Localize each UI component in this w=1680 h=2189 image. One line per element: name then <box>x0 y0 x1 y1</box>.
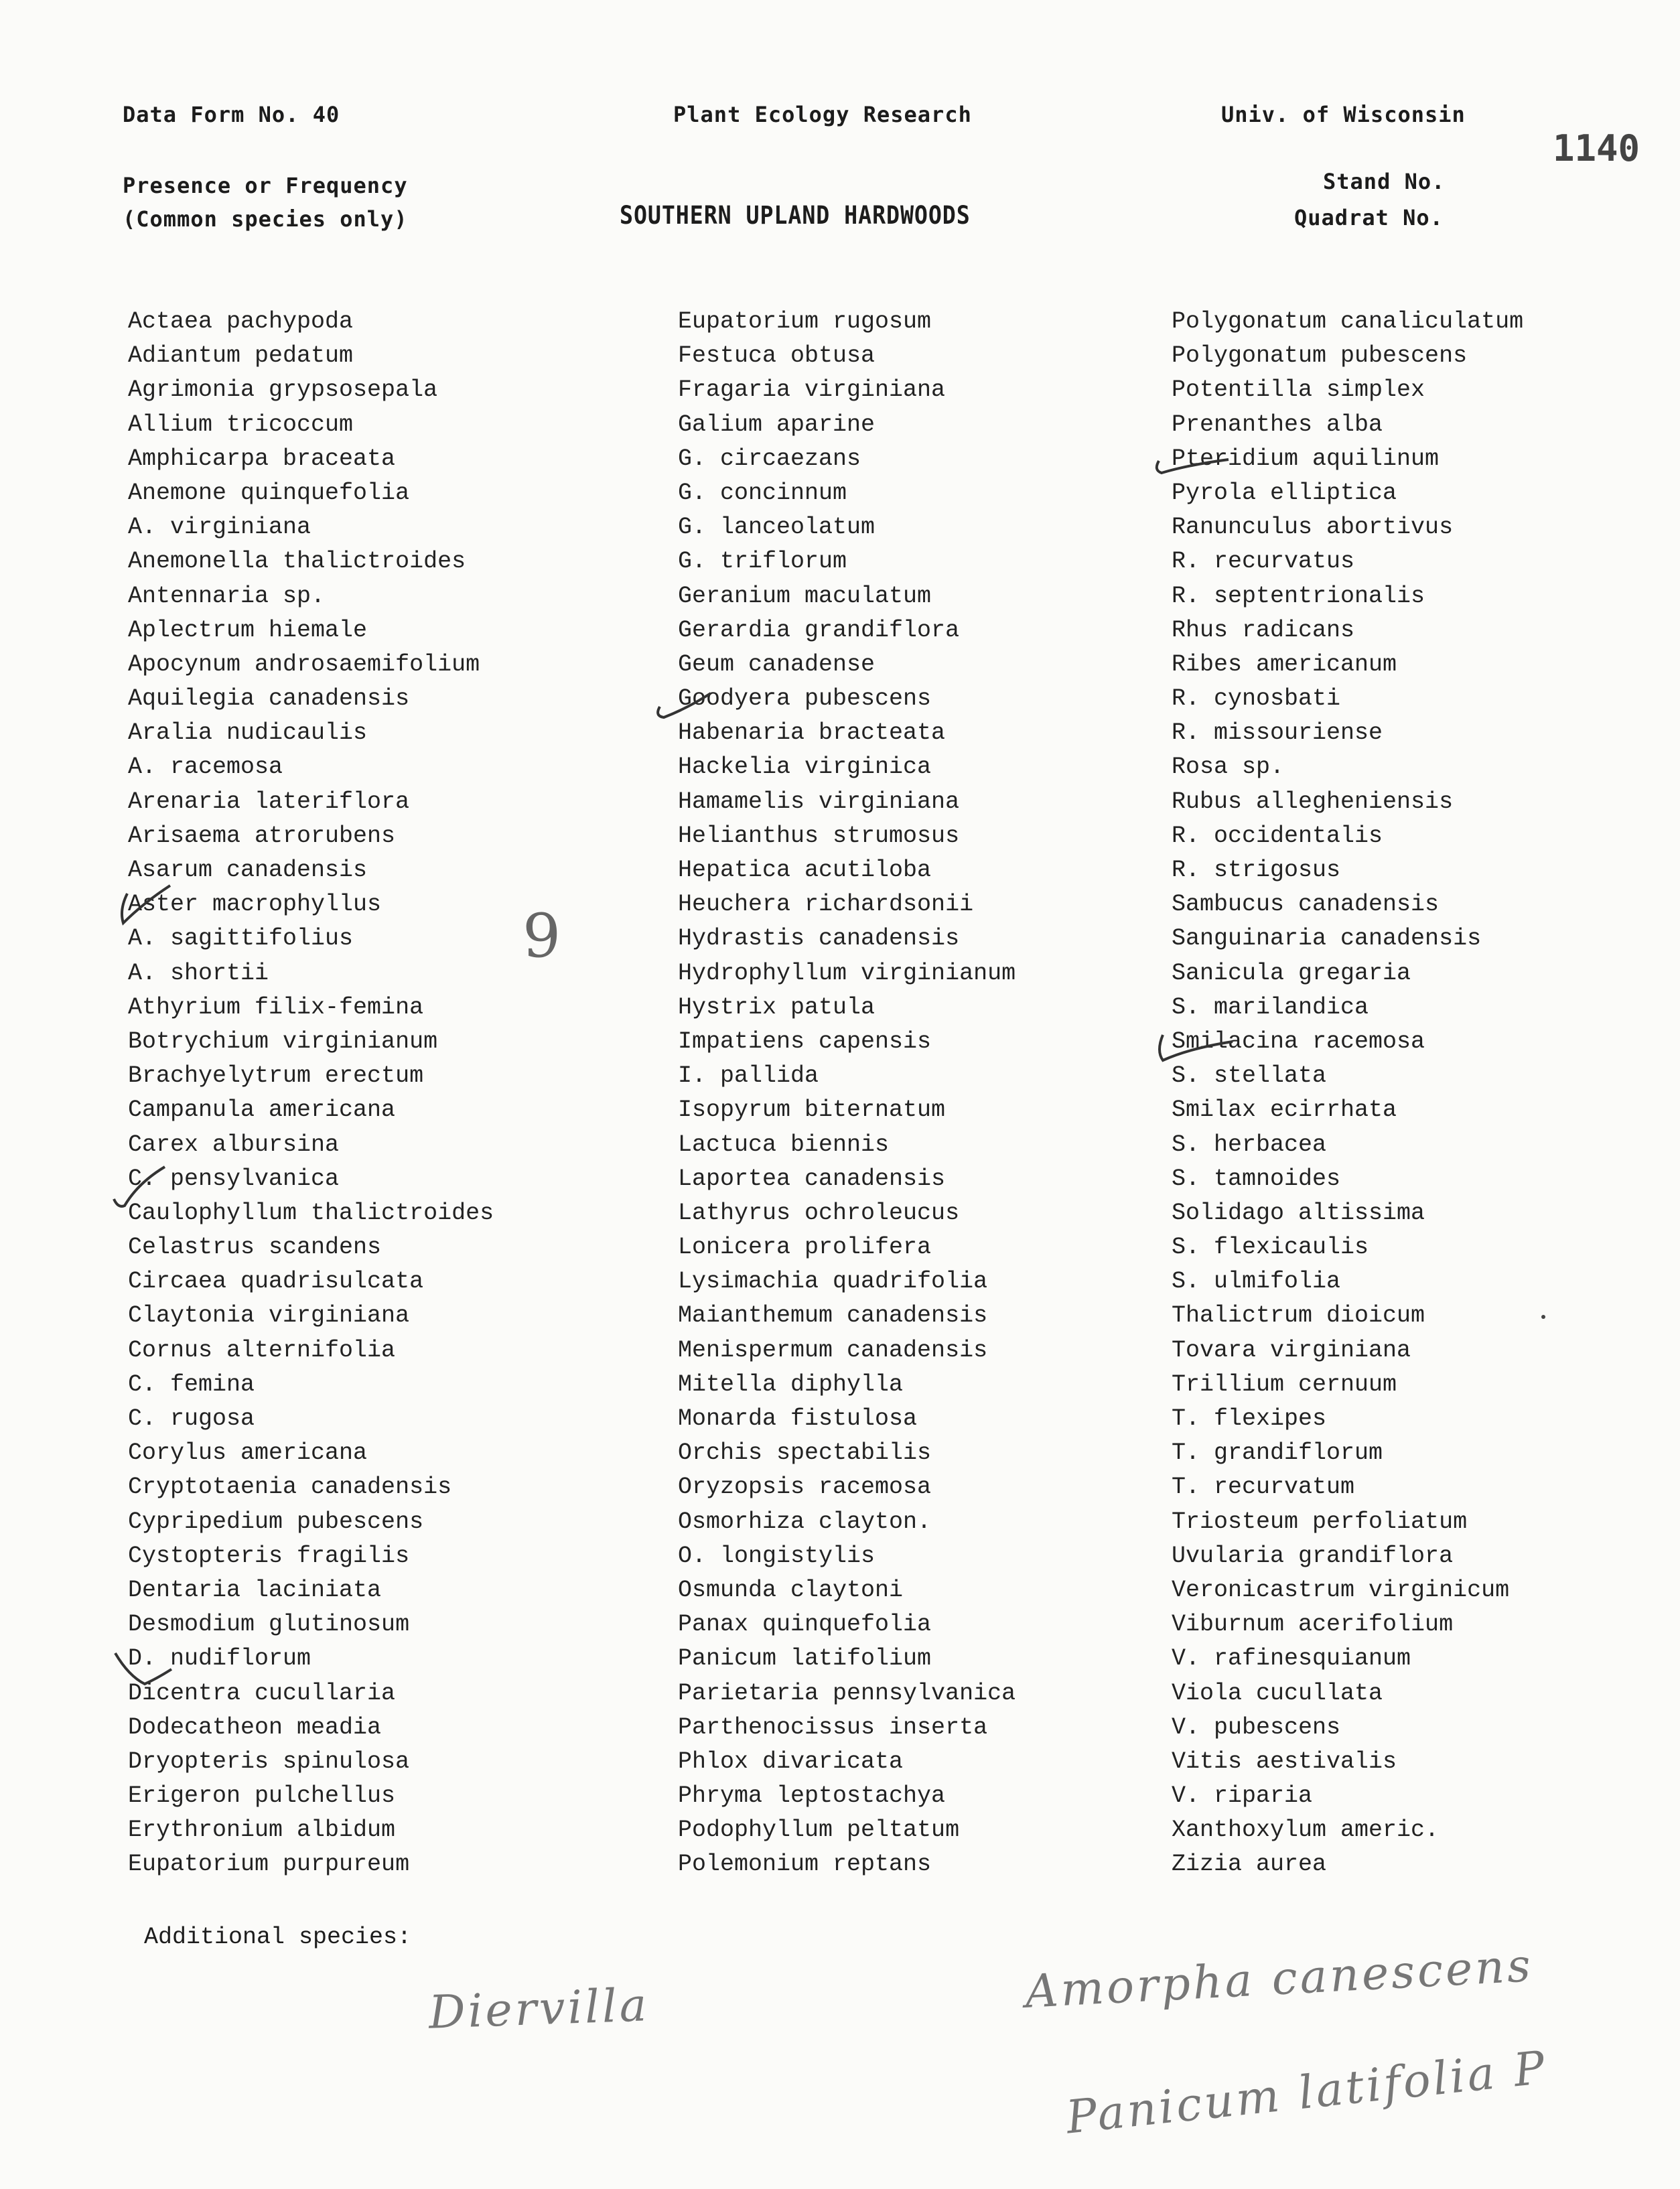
species-item: Eupatorium purpureum <box>128 1851 410 1878</box>
check-mark-aster <box>122 886 170 923</box>
species-item: Allium tricoccum <box>128 411 354 438</box>
check-mark-pteridium <box>1157 460 1229 473</box>
species-item: Celastrus scandens <box>128 1234 382 1261</box>
species-item: A. racemosa <box>128 754 283 781</box>
species-item: Botrychium virginianum <box>128 1028 438 1055</box>
species-item: C. rugosa <box>128 1405 255 1432</box>
organization: Plant Ecology Research <box>673 102 972 127</box>
species-item: Sanguinaria canadensis <box>1172 925 1482 952</box>
species-item: Hackelia virginica <box>678 754 932 781</box>
species-item: Smilacina racemosa <box>1172 1028 1425 1055</box>
species-item: A. virginiana <box>128 514 311 541</box>
stray-dot <box>1541 1315 1545 1319</box>
species-item: Potentilla simplex <box>1172 376 1425 404</box>
species-item: Dentaria laciniata <box>128 1576 382 1604</box>
page-title: SOUTHERN UPLAND HARDWOODS <box>620 201 971 230</box>
species-item: G. circaezans <box>678 445 861 472</box>
species-item: Heuchera richardsonii <box>678 891 974 918</box>
species-item: Sambucus canadensis <box>1172 891 1440 918</box>
species-item: Dicentra cucullaria <box>128 1679 396 1707</box>
species-item: Rubus allegheniensis <box>1172 788 1454 815</box>
species-item: R. septentrionalis <box>1172 582 1425 610</box>
form-number: Data Form No. 40 <box>123 102 340 127</box>
species-item: V. pubescens <box>1172 1713 1341 1741</box>
species-item: Asarum canadensis <box>128 857 368 884</box>
species-item: Dryopteris spinulosa <box>128 1748 410 1775</box>
species-item: Hepatica acutiloba <box>678 857 932 884</box>
species-item: Orchis spectabilis <box>678 1439 932 1467</box>
species-item: Goodyera pubescens <box>678 685 932 713</box>
species-item: Circaea quadrisulcata <box>128 1268 424 1295</box>
species-item: Osmorhiza clayton. <box>678 1508 932 1535</box>
species-item: Aster macrophyllus <box>128 891 382 918</box>
species-item: Polygonatum pubescens <box>1172 342 1468 370</box>
species-item: Athyrium filix-femina <box>128 993 424 1021</box>
species-item: Viburnum acerifolium <box>1172 1611 1454 1638</box>
species-item: G. lanceolatum <box>678 514 876 541</box>
species-item: Impatiens capensis <box>678 1028 932 1055</box>
species-item: Mitella diphylla <box>678 1370 904 1398</box>
stand-no-label: Stand No. <box>1323 169 1446 194</box>
species-item: I. pallida <box>678 1062 819 1090</box>
species-item: Agrimonia grypsosepala <box>128 376 438 404</box>
species-item: Panax quinquefolia <box>678 1611 932 1638</box>
handwritten-count: 9 <box>522 901 564 971</box>
species-item: Cornus alternifolia <box>128 1336 396 1364</box>
species-item: Anemone quinquefolia <box>128 479 410 506</box>
species-item: Aplectrum hiemale <box>128 616 368 644</box>
species-item: Lonicera prolifera <box>678 1234 932 1261</box>
species-item: Lathyrus ochroleucus <box>678 1199 960 1226</box>
species-item: Trillium cernuum <box>1172 1370 1397 1398</box>
species-item: S. marilandica <box>1172 993 1369 1021</box>
species-item: Laportea canadensis <box>678 1165 946 1192</box>
species-item: Parietaria pennsylvanica <box>678 1679 1016 1707</box>
species-item: Tovara virginiana <box>1172 1336 1411 1364</box>
species-item: S. stellata <box>1172 1062 1327 1090</box>
species-item: Corylus americana <box>128 1439 368 1467</box>
species-item: T. flexipes <box>1172 1405 1327 1432</box>
species-item: Prenanthes alba <box>1172 411 1383 438</box>
species-item: Aralia nudicaulis <box>128 719 368 747</box>
species-item: S. herbacea <box>1172 1131 1327 1158</box>
species-item: Adiantum pedatum <box>128 342 354 370</box>
species-item: Osmunda claytoni <box>678 1576 904 1604</box>
species-item: Aquilegia canadensis <box>128 685 410 713</box>
species-item: S. ulmifolia <box>1172 1268 1341 1295</box>
presence-line-2: (Common species only) <box>123 206 408 232</box>
species-item: A. sagittifolius <box>128 925 354 952</box>
species-item: Veronicastrum virginicum <box>1172 1576 1510 1604</box>
species-item: Thalictrum dioicum <box>1172 1302 1425 1330</box>
species-item: Galium aparine <box>678 411 876 438</box>
species-item: Monarda fistulosa <box>678 1405 918 1432</box>
species-item: V. riparia <box>1172 1782 1313 1810</box>
species-item: Zizia aurea <box>1172 1851 1327 1878</box>
species-item: R. recurvatus <box>1172 548 1355 575</box>
species-item: Helianthus strumosus <box>678 822 960 849</box>
species-item: R. occidentalis <box>1172 822 1383 849</box>
quadrat-no-label: Quadrat No. <box>1294 205 1444 230</box>
species-item: Polemonium reptans <box>678 1851 932 1878</box>
species-item: Amphicarpa braceata <box>128 445 396 472</box>
species-item: Arisaema atrorubens <box>128 822 396 849</box>
species-item: G. triflorum <box>678 548 847 575</box>
species-item: T. recurvatum <box>1172 1474 1355 1501</box>
additional-species-label: Additional species: <box>144 1924 412 1951</box>
species-item: Solidago altissima <box>1172 1199 1425 1226</box>
species-item: Phlox divaricata <box>678 1748 904 1775</box>
species-item: Dodecatheon meadia <box>128 1713 382 1741</box>
species-item: Fragaria virginiana <box>678 376 946 404</box>
presence-line-1: Presence or Frequency <box>123 173 408 198</box>
species-item: D. nudiflorum <box>128 1645 311 1673</box>
check-mark-carex <box>114 1167 165 1206</box>
species-item: Podophyllum peltatum <box>678 1817 960 1844</box>
species-item: Rosa sp. <box>1172 754 1285 781</box>
species-item: Sanicula gregaria <box>1172 959 1411 987</box>
species-item: Cystopteris fragilis <box>128 1542 410 1569</box>
species-item: Ribes americanum <box>1172 650 1397 678</box>
species-item: Desmodium glutinosum <box>128 1611 410 1638</box>
check-mark-desmodium <box>115 1653 171 1684</box>
species-item: Uvularia grandiflora <box>1172 1542 1454 1569</box>
species-item: Triosteum perfoliatum <box>1172 1508 1468 1535</box>
species-item: Hamamelis virginiana <box>678 788 960 815</box>
species-item: C. pensylvanica <box>128 1165 340 1192</box>
check-mark-smilacina <box>1160 1035 1233 1060</box>
species-item: R. cynosbati <box>1172 685 1341 713</box>
species-item: C. femina <box>128 1370 255 1398</box>
species-item: Habenaria bracteata <box>678 719 946 747</box>
species-item: Apocynum androsaemifolium <box>128 650 480 678</box>
species-item: O. longistylis <box>678 1542 876 1569</box>
species-item: Pteridium aquilinum <box>1172 445 1440 472</box>
species-item: A. shortii <box>128 959 269 987</box>
species-item: Campanula americana <box>128 1097 396 1124</box>
species-item: Smilax ecirrhata <box>1172 1097 1397 1124</box>
species-item: Actaea pachypoda <box>128 308 354 335</box>
species-item: Rhus radicans <box>1172 616 1355 644</box>
check-mark-goodyera <box>658 693 711 717</box>
species-item: Parthenocissus inserta <box>678 1713 988 1741</box>
species-item: Phryma leptostachya <box>678 1782 946 1810</box>
handwritten-entry-diervilla: Diervilla <box>427 1979 650 2040</box>
species-item: G. concinnum <box>678 479 847 506</box>
species-item: Gerardia grandiflora <box>678 616 960 644</box>
species-item: Festuca obtusa <box>678 342 876 370</box>
species-item: Cypripedium pubescens <box>128 1508 424 1535</box>
species-item: Erythronium albidum <box>128 1817 396 1844</box>
species-item: Caulophyllum thalictroides <box>128 1199 494 1226</box>
species-item: Geranium maculatum <box>678 582 932 610</box>
species-item: Lactuca biennis <box>678 1131 890 1158</box>
species-item: Cryptotaenia canadensis <box>128 1474 452 1501</box>
species-item: Oryzopsis racemosa <box>678 1474 932 1501</box>
species-item: Maianthemum canadensis <box>678 1302 988 1330</box>
species-item: Lysimachia quadrifolia <box>678 1268 988 1295</box>
species-item: Anemonella thalictroides <box>128 548 466 575</box>
species-item: Viola cucullata <box>1172 1679 1383 1707</box>
species-item: Hydrastis canadensis <box>678 925 960 952</box>
species-item: Arenaria lateriflora <box>128 788 410 815</box>
species-item: Claytonia virginiana <box>128 1302 410 1330</box>
species-item: Geum canadense <box>678 650 876 678</box>
species-item: Menispermum canadensis <box>678 1336 988 1364</box>
species-item: Brachyelytrum erectum <box>128 1062 424 1090</box>
species-item: Polygonatum canaliculatum <box>1172 308 1524 335</box>
species-item: S. flexicaulis <box>1172 1234 1369 1261</box>
species-item: Pyrola elliptica <box>1172 479 1397 506</box>
stamp-number: 1140 <box>1553 127 1640 169</box>
species-item: Xanthoxylum americ. <box>1172 1817 1440 1844</box>
species-item: Panicum latifolium <box>678 1645 932 1673</box>
species-item: Erigeron pulchellus <box>128 1782 396 1810</box>
species-item: S. tamnoides <box>1172 1165 1341 1192</box>
species-item: Isopyrum biternatum <box>678 1097 946 1124</box>
university: Univ. of Wisconsin <box>1221 102 1466 127</box>
species-item: T. grandiflorum <box>1172 1439 1383 1467</box>
species-item: Carex albursina <box>128 1131 340 1158</box>
species-item: Vitis aestivalis <box>1172 1748 1397 1775</box>
species-item: V. rafinesquianum <box>1172 1645 1411 1673</box>
species-item: Hydrophyllum virginianum <box>678 959 1016 987</box>
handwritten-entry-amorpha: Amorpha canescens <box>1024 1939 1535 2019</box>
species-item: R. strigosus <box>1172 857 1341 884</box>
handwritten-entry-panicum: Panicum latifolia P <box>1063 2041 1550 2145</box>
species-item: Eupatorium rugosum <box>678 308 932 335</box>
species-item: R. missouriense <box>1172 719 1383 747</box>
species-item: Ranunculus abortivus <box>1172 514 1454 541</box>
species-item: Antennaria sp. <box>128 582 326 610</box>
species-item: Hystrix patula <box>678 993 876 1021</box>
